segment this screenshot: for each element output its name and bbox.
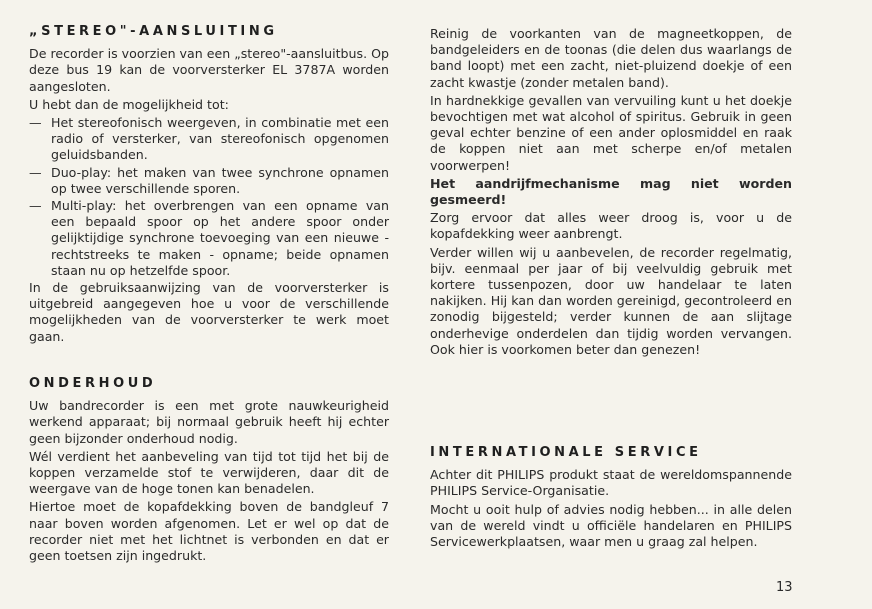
cleaning-paragraph-4: Verder willen wij u aanbevelen, de recorder regelmatig, bijv. eenmaal per jaar of bij veelvuldig gebruik met kortere tussenpozen, door uw handelaar te laten nakijken. Hij kan dan worden gereinigd, gecontroleerd en zonodig bijgesteld; verder kunnen de aan slijtage onderhevige onderdelen dan tijdig worden vervangen. Ook hier is voorkomen beter dan genezen! xyxy=(430,244,792,357)
dash-marker: — xyxy=(29,164,42,180)
stereo-list-item: — Het stereofonisch weergeven, in combinatie met een radio of versterker, van stereofonisch opgenomen geluidsbanden. xyxy=(29,115,389,163)
stereo-paragraph-2: U hebt dan de mogelijkheid tot: xyxy=(29,96,229,112)
service-heading: INTERNATIONALE SERVICE xyxy=(430,445,702,460)
service-paragraph-2: Mocht u ooit hulp of advies nodig hebben... in alle delen van de wereld vindt u officiële handelaren en PHILIPS Servicewerkplaatsen, waar men u graag zal helpen. xyxy=(430,501,792,550)
onderhoud-paragraph-3: Hiertoe moet de kopafdekking boven de bandgleuf 7 naar boven worden afgenomen. Let er wel op dat de recorder niet met het lichtnet is verbonden en dat er geen toetsen zijn ingedrukt. xyxy=(29,499,389,564)
onderhoud-paragraph-1: Uw bandrecorder is een met grote nauwkeurigheid werkend apparaat; bij normaal gebruik heeft hij echter geen bijzonder onderhoud nodig. xyxy=(29,398,389,446)
stereo-paragraph-1: De recorder is voorzien van een „stereo"-aansluitbus. Op deze bus 19 kan de voorversterker EL 3787A worden aangesloten. xyxy=(29,46,389,94)
cleaning-section xyxy=(430,26,792,360)
page-number: 13 xyxy=(776,580,793,595)
stereo-list-item: — Duo-play: het maken van twee synchrone opnamen op twee verschillende sporen. xyxy=(29,164,389,196)
onderhoud-section xyxy=(29,376,389,566)
cleaning-paragraph-3: Zorg ervoor dat alles weer droog is, voor u de kopafdekking weer aanbrengt. xyxy=(430,210,792,242)
stereo-list-item: — Multi-play: het overbrengen van een opname van een bepaald spoor op het andere spoor onder gelijktijdige synchrone toevoeging van een nieuwe - rechtstreeks te maken - opname; beide opnamen staan nu op hetzelfde spoor. xyxy=(29,198,389,278)
service-section xyxy=(430,445,792,552)
onderhoud-paragraph-2: Wél verdient het aanbeveling van tijd tot tijd het bij de koppen verzamelde stof te verwijderen, daar dit de weergave van de hoge tonen kan benadelen. xyxy=(29,448,389,497)
cleaning-paragraph-2: In hardnekkige gevallen van vervuiling kunt u het doekje bevochtigen met wat alcohol of spiritus. Gebruik in geen geval echter benzine of een ander oplosmiddel en raak de koppen niet aan met scherpe en/of metalen voorwerpen! xyxy=(430,92,792,173)
cleaning-paragraph-1: Reinig de voorkanten van de magneetkoppen, de bandgeleiders en de toonas (die delen dus waarlangs de band loopt) met een zacht, niet-pluizend doekje of een zacht kwastje (zonder metalen band). xyxy=(430,26,792,90)
service-paragraph-1: Achter dit PHILIPS produkt staat de wereldomspannende PHILIPS Service-Organisatie. xyxy=(430,467,792,499)
dash-marker: — xyxy=(29,198,42,214)
dash-marker: — xyxy=(29,115,42,131)
stereo-section xyxy=(29,24,389,347)
onderhoud-heading: ONDERHOUD xyxy=(29,376,157,391)
lubrication-warning: Het aandrijfmechanisme mag niet worden gesmeerd! xyxy=(430,175,792,208)
stereo-paragraph-3: In de gebruiksaanwijzing van de voorversterker is uitgebreid aangegeven hoe u voor de verschillende mogelijkheden van de voorversterker te werk moet gaan. xyxy=(29,280,389,344)
stereo-heading: „STEREO"-AANSLUITING xyxy=(29,24,278,39)
